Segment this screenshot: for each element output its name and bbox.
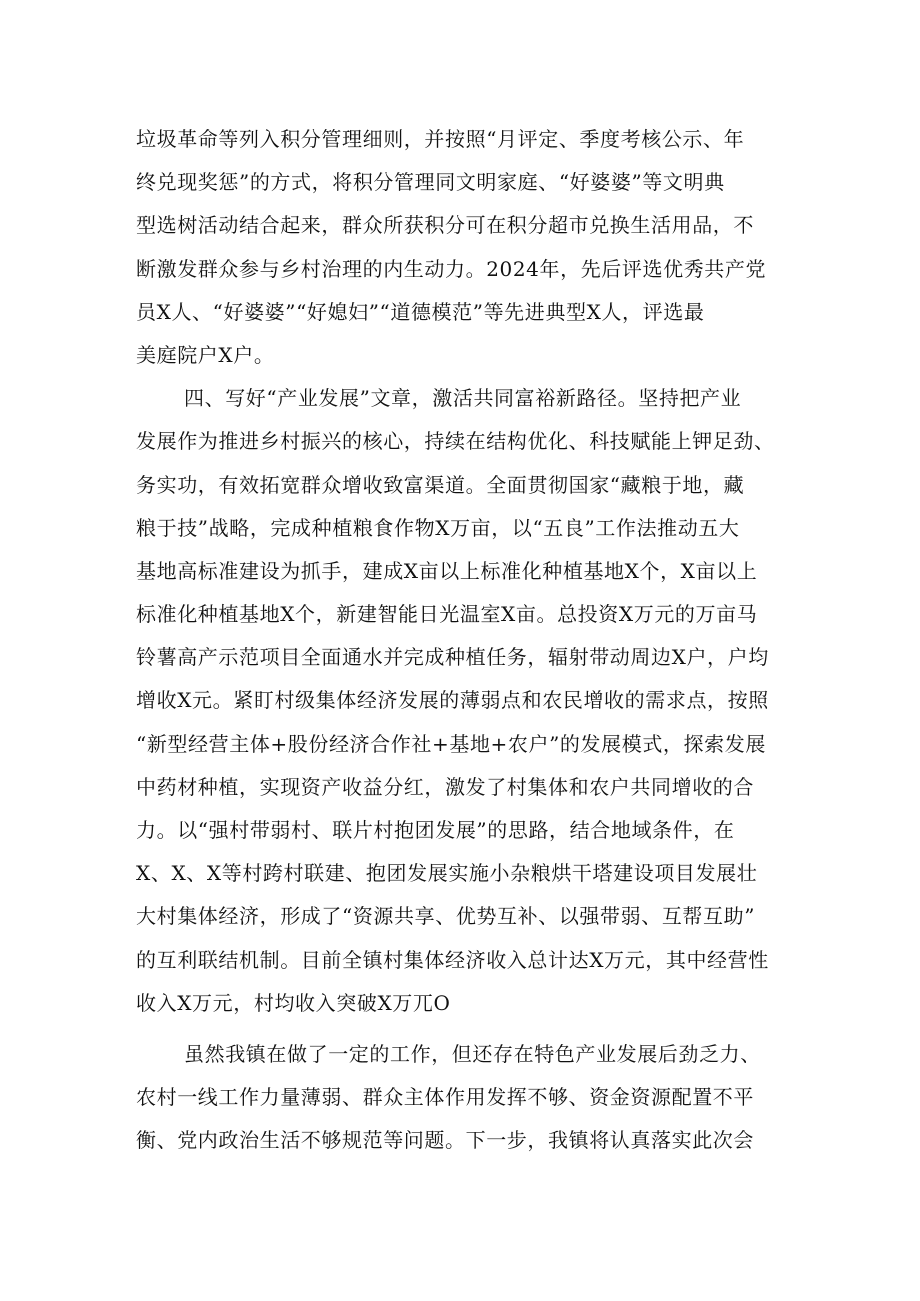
text-line: 粮于技”战略，完成种植粮食作物X万亩，以“五良”工作法推动五大	[136, 515, 740, 540]
text-line: 力。以“强村带弱村、联片村抱团发展”的思路，结合地域条件，在	[136, 818, 735, 842]
text-line: 型选树活动结合起来，群众所获积分可在积分超市兑换生活用品，不	[136, 213, 754, 238]
text-line: 增收X元。紧盯村级集体经济发展的薄弱点和农民增收的需求点，按照	[136, 688, 769, 713]
document-body	[136, 118, 792, 1163]
text-line: 虽然我镇在做了一定的工作，但还存在特色产业发展后劲乏力、	[184, 1041, 761, 1066]
text-line: 基地高标准建设为抓手，建成X亩以上标准化种植基地X个，X亩以上	[136, 558, 758, 583]
paragraph-shortcomings	[136, 1033, 792, 1163]
text-line: 中药材种植，实现资产收益分红，激发了村集体和农户共同增收的合	[136, 774, 754, 799]
text-line: 农村一线工作力量薄弱、群众主体作用发挥不够、资金资源配置不平	[136, 1085, 754, 1110]
text-line: 垃圾革命等列入积分管理细则，并按照“月评定、季度考核公示、年	[136, 127, 745, 151]
text-line: 收入X万元，村均收入突破X万兀O	[136, 990, 451, 1015]
text-line: 四、写好“产业发展”文章，激活共同富裕新路径。坚持把产业	[184, 386, 742, 411]
text-line: 美庭院户X户。	[136, 342, 275, 367]
paragraph-industry-development	[136, 377, 792, 1025]
paragraph-gap	[136, 1025, 792, 1033]
text-line: 务实功，有效拓宽群众增收致富渠道。全面贯彻国家“藏粮于地，藏	[136, 472, 745, 497]
text-line: 大村集体经济，形成了“资源共享、优势互补、以强带弱、互帮互助”	[136, 904, 756, 929]
text-line: “新型经营主体+股份经济合作社+基地+农户”的发展模式，探索发展	[136, 731, 766, 756]
text-line: 终兑现奖惩”的方式，将积分管理同文明家庭、“好婆婆”等文明典	[136, 170, 725, 195]
text-line: 发展作为推进乡村振兴的核心，持续在结构优化、科技赋能上钾足劲、	[136, 429, 775, 454]
text-line: 断激发群众参与乡村治理的内生动力。2024年，先后评选优秀共产党	[136, 256, 767, 281]
text-line: 铃薯高产示范项目全面通水并完成种植任务，辐射带动周边X户，户均	[136, 645, 769, 670]
text-line: 的互利联结机制。目前全镇村集体经济收入总计达X万元，其中经营性	[136, 947, 769, 972]
text-line: 衡、党内政治生活不够规范等问题。下一步，我镇将认真落实此次会	[136, 1128, 754, 1153]
text-line: X、X、X等村跨村联建、抱团发展实施小杂粮烘干塔建设项目发展壮	[136, 861, 758, 886]
text-line: 标准化种植基地X个，新建智能日光温室X亩。总投资X万元的万亩马	[136, 602, 758, 627]
text-line: 员X人、“好婆婆”“好媳妇”“道德模范”等先进典型X人，评选最	[136, 299, 705, 324]
paragraph-points-system	[136, 118, 792, 377]
